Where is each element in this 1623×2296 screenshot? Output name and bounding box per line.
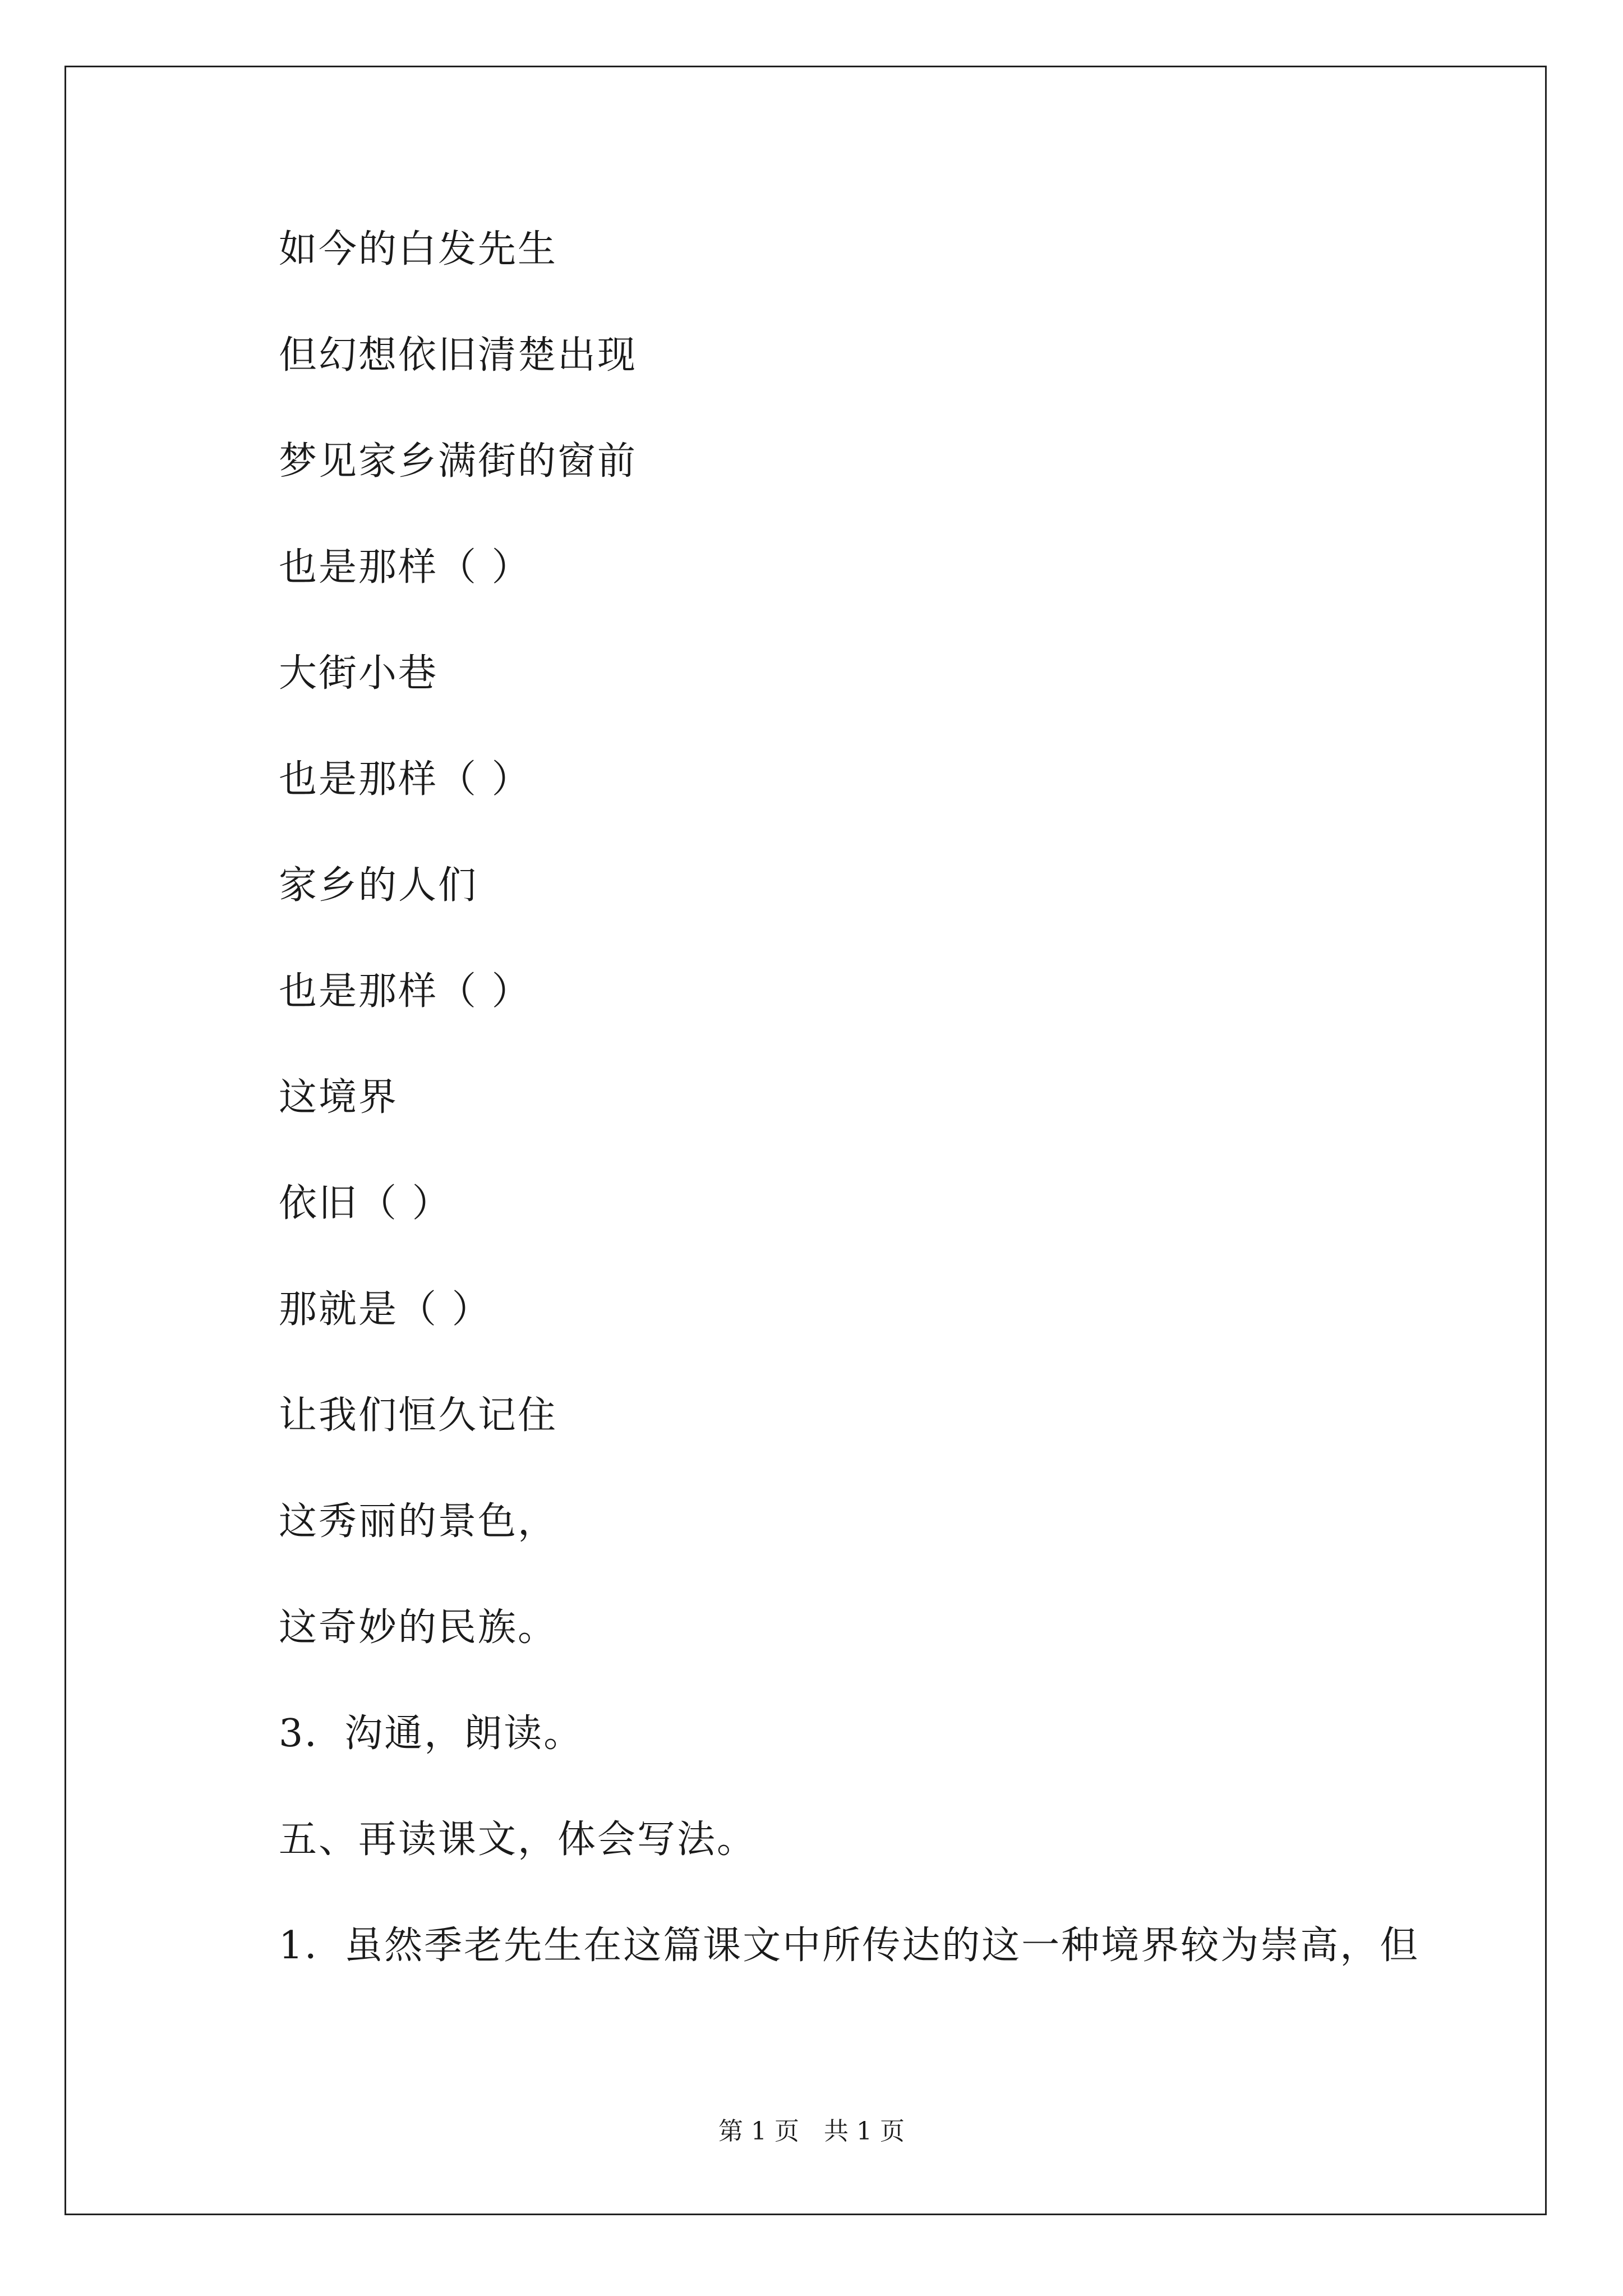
text-line: 也是那样（ ） <box>279 757 532 802</box>
text-line: 梦见家乡满街的窗前 <box>279 439 638 484</box>
text-line: 这境界 <box>279 1075 399 1120</box>
text-line: 这秀丽的景色， <box>279 1499 558 1544</box>
text-line: 让我们恒久记住 <box>279 1393 558 1438</box>
section-heading: 五、再读课文，体会写法。 <box>279 1818 757 1862</box>
text-line: 家乡的人们 <box>279 863 478 908</box>
page-number-footer: 第 1 页 共 1 页 <box>718 2117 905 2146</box>
text-line: 1．虽然季老先生在这篇课文中所传达的这一种境界较为崇高，但 <box>279 1924 1420 1968</box>
text-line: 如今的白发先生 <box>279 227 558 272</box>
text-line: 依旧（ ） <box>279 1181 452 1226</box>
text-line: 那就是（ ） <box>279 1287 492 1332</box>
text-line: 但幻想依旧清楚出现 <box>279 333 638 378</box>
text-line: 大街小巷 <box>279 651 439 696</box>
text-line: 这奇妙的民族。 <box>279 1605 558 1650</box>
text-line: 也是那样（ ） <box>279 545 532 590</box>
text-line: 3．沟通，朗读。 <box>279 1711 584 1756</box>
text-line: 也是那样（ ） <box>279 969 532 1014</box>
document-body <box>279 216 1490 2018</box>
